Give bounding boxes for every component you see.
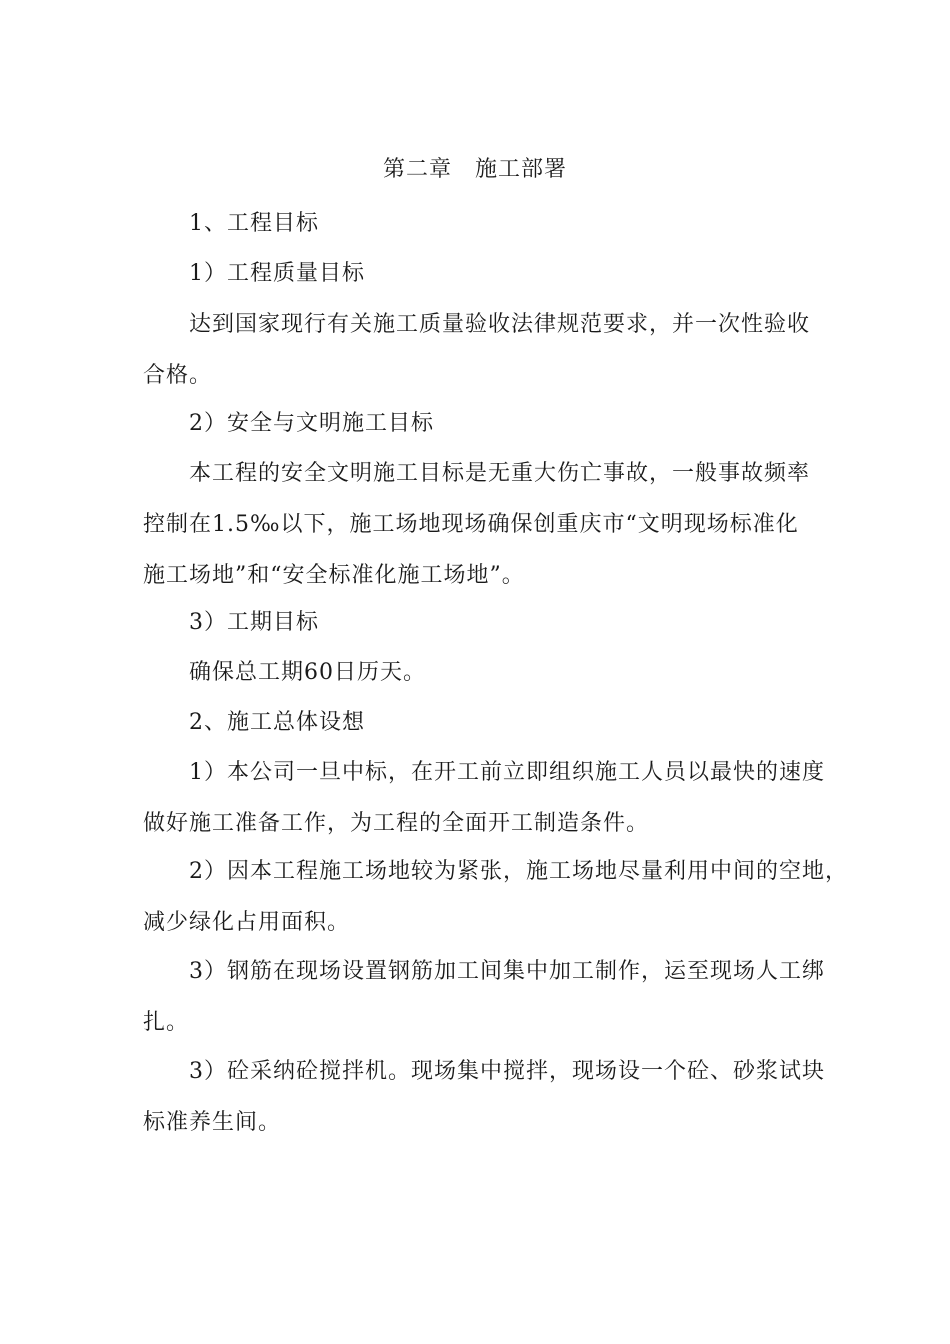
text-line: 合格。 [143, 363, 213, 388]
text-line: 本工程的安全文明施工目标是无重大伤亡事故，一般事故频率 [189, 461, 811, 486]
text-line: 2）因本工程施工场地较为紧张，施工场地尽量利用中间的空地， [189, 859, 848, 884]
text-line: 确保总工期60日历天。 [189, 660, 426, 685]
text-line: 做好施工准备工作，为工程的全面开工制造条件。 [143, 811, 650, 836]
paragraph-plan-item-1 [143, 757, 823, 859]
text-line: 标准养生间。 [143, 1110, 282, 1135]
text-line: 3）工期目标 [189, 610, 319, 635]
text-line: 1、工程目标 [189, 211, 319, 236]
paragraph-schedule-heading [143, 607, 823, 658]
chapter-title: 第二章 施工部署 [382, 157, 567, 182]
paragraph-quality-body [143, 309, 823, 411]
paragraph-plan-item-4 [143, 1056, 823, 1158]
text-line: 控制在1.5‰以下，施工场地现场确保创重庆市“文明现场标准化 [143, 512, 799, 537]
paragraph-section-1-heading [143, 208, 823, 259]
paragraph-section-2-heading [143, 707, 823, 758]
text-line: 3）砼采纳砼搅拌机。现场集中搅拌，现场设一个砼、砂浆试块 [189, 1059, 825, 1084]
paragraph-schedule-body [143, 657, 823, 708]
paragraph-quality-heading [143, 258, 823, 309]
text-line: 2）安全与文明施工目标 [189, 411, 434, 436]
text-line: 1）本公司一旦中标，在开工前立即组织施工人员以最快的速度 [189, 760, 825, 785]
paragraph-plan-item-2 [143, 856, 848, 958]
text-line: 扎。 [143, 1010, 190, 1035]
paragraph-safety-body [143, 458, 823, 611]
paragraph-plan-item-3 [143, 956, 823, 1058]
text-line: 1）工程质量目标 [189, 261, 365, 286]
text-line: 减少绿化占用面积。 [143, 910, 351, 935]
paragraph-safety-heading [143, 408, 823, 459]
text-line: 施工场地”和“安全标准化施工场地”。 [143, 563, 525, 588]
text-line: 3）钢筋在现场设置钢筋加工间集中加工制作，运至现场人工绑 [189, 959, 825, 984]
text-line: 2、施工总体设想 [189, 710, 365, 735]
text-line: 达到国家现行有关施工质量验收法律规范要求，并一次性验收 [189, 312, 811, 337]
